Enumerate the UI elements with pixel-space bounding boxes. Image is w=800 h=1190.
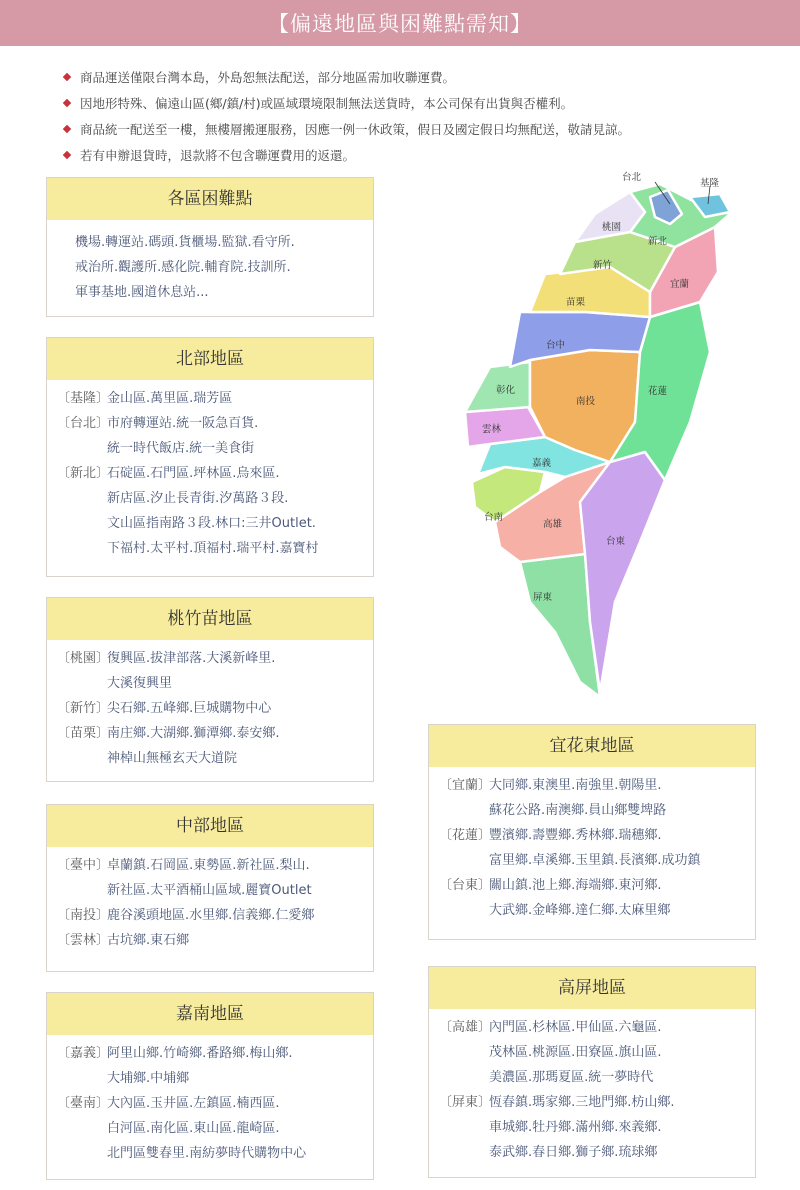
area-row bbox=[57, 721, 363, 746]
taiwan-map bbox=[450, 162, 770, 702]
box-title: 北部地區 bbox=[47, 338, 373, 380]
map-label-taoyuan: 桃園 bbox=[602, 222, 622, 233]
box-title: 宜花東地區 bbox=[429, 725, 755, 767]
county-tag: 〔嘉義〕 bbox=[57, 1046, 110, 1061]
area-list-text: 富里鄉.卓溪鄉.玉里鎮.長濱鄉.成功鎮 bbox=[489, 853, 701, 868]
map-label-keelung: 基隆 bbox=[700, 178, 720, 189]
bullet-icon bbox=[63, 125, 71, 133]
map-label-hsinchu: 新竹 bbox=[593, 260, 613, 271]
area-list-text: 新社區.太平酒桶山區域.麗寶Outlet bbox=[107, 883, 312, 898]
area-row bbox=[57, 536, 363, 561]
map-label-nantou: 南投 bbox=[576, 396, 596, 407]
area-list-text: 美濃區.那瑪夏區.統一夢時代 bbox=[489, 1070, 654, 1085]
east-region-box bbox=[428, 724, 756, 940]
area-row bbox=[57, 486, 363, 511]
area-row bbox=[439, 798, 745, 823]
area-list-text: 泰武鄉.春日鄉.獅子鄉.琉球鄉 bbox=[489, 1145, 658, 1160]
bullet-icon bbox=[63, 99, 71, 107]
area-row bbox=[439, 848, 745, 873]
box-line: 機場.轉運站.碼頭.貨櫃場.監獄.看守所. bbox=[75, 235, 295, 250]
area-row bbox=[439, 1015, 745, 1040]
area-row bbox=[57, 461, 363, 486]
area-row bbox=[57, 903, 363, 928]
area-row bbox=[57, 746, 363, 771]
box-line: 軍事基地.國道休息站... bbox=[75, 285, 209, 300]
county-tag: 〔南投〕 bbox=[57, 908, 110, 923]
county-tag: 〔新竹〕 bbox=[57, 701, 110, 716]
area-list-text: 復興區.拔津部落.大溪新峰里. bbox=[107, 651, 276, 666]
area-list-text: 鹿谷溪頭地區.水里鄉.信義鄉.仁愛鄉 bbox=[107, 908, 315, 923]
area-list-text: 茂林區.桃源區.田寮區.旗山區. bbox=[489, 1045, 662, 1060]
area-row bbox=[439, 1040, 745, 1065]
area-row bbox=[57, 671, 363, 696]
area-row bbox=[57, 928, 363, 953]
county-tag: 〔高雄〕 bbox=[439, 1020, 492, 1035]
area-row bbox=[439, 773, 745, 798]
area-row bbox=[57, 646, 363, 671]
notice-item bbox=[60, 116, 780, 142]
notice-text: 商品統一配送至一樓，無樓層搬運服務，因應一例一休政策，假日及國定假日均無配送，敬請見諒。 bbox=[80, 122, 631, 137]
area-row bbox=[57, 1116, 363, 1141]
map-label-chiayi: 嘉義 bbox=[532, 458, 552, 469]
area-row bbox=[57, 696, 363, 721]
notice-list bbox=[60, 64, 780, 168]
area-list-text: 尖石鄉.五峰鄉.巨城購物中心 bbox=[107, 701, 272, 716]
area-list-text: 白河區.南化區.東山區.龍崎區. bbox=[107, 1121, 280, 1136]
map-label-pingtung: 屏東 bbox=[533, 592, 553, 603]
area-list-text: 恆春鎮.瑪家鄉.三地門鄉.枋山鄉. bbox=[489, 1095, 675, 1110]
county-tag: 〔屏東〕 bbox=[439, 1095, 492, 1110]
area-row bbox=[439, 873, 745, 898]
area-row bbox=[57, 1141, 363, 1166]
county-tag: 〔基隆〕 bbox=[57, 391, 110, 406]
area-row bbox=[57, 1041, 363, 1066]
notice-text: 商品運送僅限台灣本島，外島恕無法配送，部分地區需加收聯運費。 bbox=[80, 70, 456, 85]
county-tag: 〔苗栗〕 bbox=[57, 726, 110, 741]
box-title: 嘉南地區 bbox=[47, 993, 373, 1035]
map-label-hualien: 花蓮 bbox=[648, 386, 668, 397]
map-label-kaohsiung: 高雄 bbox=[543, 519, 563, 530]
county-tag: 〔桃園〕 bbox=[57, 651, 110, 666]
area-list-text: 南庄鄉.大湖鄉.獅潭鄉.泰安鄉. bbox=[107, 726, 280, 741]
notice-item bbox=[60, 90, 780, 116]
area-row bbox=[57, 436, 363, 461]
area-list-text: 統一時代飯店.統一美食街 bbox=[107, 441, 255, 456]
area-list-text: 關山鎮.池上鄉.海端鄉.東河鄉. bbox=[489, 878, 662, 893]
area-list-text: 文山區指南路３段.林口:三井Outlet. bbox=[107, 516, 316, 531]
area-list-text: 蘇花公路.南澳鄉.員山鄉雙埤路 bbox=[489, 803, 667, 818]
kp-region-box bbox=[428, 966, 756, 1178]
area-row bbox=[439, 1065, 745, 1090]
area-row bbox=[57, 1066, 363, 1091]
map-label-newtaipei: 新北 bbox=[648, 236, 668, 247]
area-row bbox=[439, 1140, 745, 1165]
county-tag: 〔雲林〕 bbox=[57, 933, 110, 948]
area-list-text: 北門區雙春里.南紡夢時代購物中心 bbox=[107, 1146, 307, 1161]
map-label-miaoli: 苗栗 bbox=[566, 297, 586, 308]
map-label-changhua: 彰化 bbox=[496, 385, 516, 396]
county-tag: 〔宜蘭〕 bbox=[439, 778, 492, 793]
area-row bbox=[439, 898, 745, 923]
county-tag: 〔臺南〕 bbox=[57, 1096, 110, 1111]
area-list-text: 大內區.玉井區.左鎮區.楠西區. bbox=[107, 1096, 280, 1111]
area-row bbox=[439, 823, 745, 848]
area-row bbox=[57, 511, 363, 536]
area-row bbox=[439, 1090, 745, 1115]
area-row bbox=[57, 411, 363, 436]
box-title: 高屏地區 bbox=[429, 967, 755, 1009]
area-row bbox=[57, 1091, 363, 1116]
area-row bbox=[439, 1115, 745, 1140]
area-list-text: 金山區.萬里區.瑞芳區 bbox=[107, 391, 233, 406]
difficult-points-box bbox=[46, 177, 374, 317]
area-list-text: 石碇區.石門區.坪林區.烏來區. bbox=[107, 466, 280, 481]
area-list-text: 大溪復興里 bbox=[107, 676, 173, 691]
box-title: 桃竹苗地區 bbox=[47, 598, 373, 640]
county-tag: 〔台東〕 bbox=[439, 878, 492, 893]
map-label-yunlin: 雲林 bbox=[482, 424, 502, 435]
north-region-box bbox=[46, 337, 374, 577]
box-title: 各區困難點 bbox=[47, 178, 373, 220]
map-label-yilan: 宜蘭 bbox=[670, 279, 690, 290]
area-list-text: 卓蘭鎮.石岡區.東勢區.新社區.梨山. bbox=[107, 858, 310, 873]
area-list-text: 市府轉運站.統一阪急百貨. bbox=[107, 416, 259, 431]
page-header bbox=[0, 0, 800, 46]
map-label-taipei: 台北 bbox=[622, 172, 642, 183]
county-tag: 〔臺中〕 bbox=[57, 858, 110, 873]
area-list-text: 大同鄉.東澳里.南強里.朝陽里. bbox=[489, 778, 662, 793]
area-row bbox=[57, 853, 363, 878]
notice-item bbox=[60, 64, 780, 90]
area-list-text: 下福村.太平村.頂福村.瑞平村.嘉寶村 bbox=[107, 541, 319, 556]
page-title: 【偏遠地區與困難點需知】 bbox=[268, 12, 532, 36]
map-label-taichung: 台中 bbox=[546, 340, 566, 351]
notice-text: 若有申辦退貨時，退款將不包含聯運費用的返還。 bbox=[80, 148, 356, 163]
county-tag: 〔新北〕 bbox=[57, 466, 110, 481]
area-list-text: 新店區.汐止長青街.汐萬路３段. bbox=[107, 491, 289, 506]
area-list-text: 大埔鄉.中埔鄉 bbox=[107, 1071, 190, 1086]
tzm-region-box bbox=[46, 597, 374, 782]
area-list-text: 大武鄉.金峰鄉.達仁鄉.太麻里鄉 bbox=[489, 903, 671, 918]
area-list-text: 神棹山無極玄天大道院 bbox=[107, 751, 238, 766]
area-row bbox=[57, 386, 363, 411]
county-tag: 〔台北〕 bbox=[57, 416, 110, 431]
county-tag: 〔花蓮〕 bbox=[439, 828, 492, 843]
central-region-box bbox=[46, 804, 374, 972]
chiayi-region-box bbox=[46, 992, 374, 1180]
bullet-icon bbox=[63, 73, 71, 81]
area-list-text: 古坑鄉.東石鄉 bbox=[107, 933, 190, 948]
area-list-text: 豐濱鄉.壽豐鄉.秀林鄉.瑞穗鄉. bbox=[489, 828, 662, 843]
notice-text: 因地形特殊、偏遠山區(鄉/鎮/村)或區域環境限制無法送貨時，本公司保有出貨與否權利。 bbox=[80, 96, 574, 111]
bullet-icon bbox=[63, 151, 71, 159]
area-row bbox=[57, 878, 363, 903]
map-label-taitung: 台東 bbox=[606, 536, 626, 547]
box-title: 中部地區 bbox=[47, 805, 373, 847]
box-line: 戒治所.觀護所.感化院.輔育院.技訓所. bbox=[75, 260, 291, 275]
area-list-text: 阿里山鄉.竹崎鄉.番路鄉.梅山鄉. bbox=[107, 1046, 293, 1061]
area-list-text: 車城鄉.牡丹鄉.滿州鄉.來義鄉. bbox=[489, 1120, 662, 1135]
map-label-tainan: 台南 bbox=[484, 512, 504, 523]
area-list-text: 內門區.杉林區.甲仙區.六龜區. bbox=[489, 1020, 662, 1035]
